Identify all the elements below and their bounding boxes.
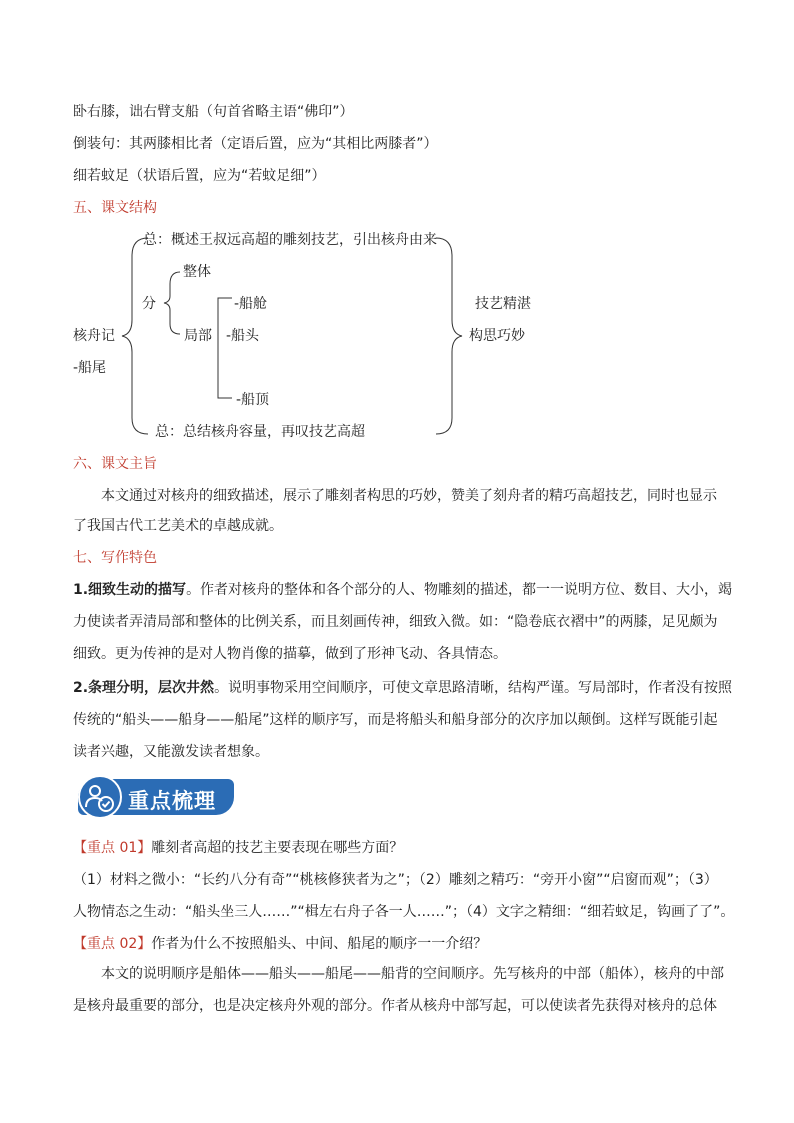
section-7-p2-line-2: 传统的“船头——船身——船尾”这样的顺序写，而是将船头和船身部分的次序加以颠倒。这样写既能引起 bbox=[73, 712, 718, 728]
structure-fen: 分 bbox=[142, 296, 156, 312]
key-1-tag: 【重点 01】 bbox=[73, 840, 152, 856]
key-2-heading bbox=[73, 934, 487, 954]
section-7-p1-text-1: 。作者对核舟的整体和各个部分的人、物雕刻的描述，都一一说明方位、数目、大小，竭 bbox=[186, 582, 733, 598]
key-1-heading bbox=[73, 838, 403, 858]
people-check-icon bbox=[78, 775, 122, 819]
structure-part-head: -船头 bbox=[226, 328, 260, 344]
section-7-p2-line-3: 读者兴趣，又能激发读者想象。 bbox=[73, 744, 269, 760]
key-2-line-2: 是核舟最重要的部分，也是决定核舟外观的部分。作者从核舟中部写起，可以使读者先获得对核舟的总体 bbox=[73, 998, 717, 1014]
structure-total-top: 总：概述王叔远高超的雕刻技艺，引出核舟由来 bbox=[143, 232, 437, 248]
key-2-line-1: 本文的说明顺序是船体——船头——船尾——船背的空间顺序。先写核舟的中部（船体），核舟的中部 bbox=[101, 966, 724, 982]
section-7-p1-heading: 1.细致生动的描写 bbox=[73, 582, 187, 598]
structure-summary-2: 构思巧妙 bbox=[469, 328, 525, 344]
key-2-question: 作者为什么不按照船头、中间、船尾的顺序一一介绍？ bbox=[151, 936, 488, 952]
key-1-question: 雕刻者高超的技艺主要表现在哪些方面？ bbox=[151, 840, 404, 856]
section-6-line-1: 本文通过对核舟的细致描述，展示了雕刻者构思的巧妙，赞美了刻舟者的精巧高超技艺，同时也显示 bbox=[101, 488, 717, 504]
section-7-p1-line-3: 细致。更为传神的是对人物肖像的描摹，做到了形神飞动、各具情态。 bbox=[73, 646, 507, 662]
key-2-tag: 【重点 02】 bbox=[73, 936, 152, 952]
structure-total-bottom: 总：总结核舟容量，再叹技艺高超 bbox=[155, 424, 365, 440]
section-7-p1-line-1 bbox=[73, 580, 732, 600]
section-6-title: 六、课文主旨 bbox=[73, 456, 157, 472]
structure-root-tail: -船尾 bbox=[73, 360, 107, 376]
structure-part-cabin: -船舱 bbox=[234, 296, 268, 312]
structure-part-top: -船顶 bbox=[236, 392, 270, 408]
structure-summary-1: 技艺精湛 bbox=[475, 296, 531, 312]
key-1-line-1: （1）材料之微小：“长约八分有奇”“桃核修狭者为之”；（2）雕刻之精巧：“旁开小窗”“启窗而观”；（3） bbox=[73, 872, 718, 888]
badge-label: 重点梳理 bbox=[128, 789, 216, 813]
section-7-p2-heading: 2.条理分明，层次井然 bbox=[73, 680, 215, 696]
section-7-p2-text-1: 。说明事物采用空间顺序，可使文章思路清晰，结构严谨。写局部时，作者没有按照 bbox=[214, 680, 733, 696]
key-1-line-2: 人物情态之生动：“船头坐三人……”“楫左右舟子各一人……”；（4）文字之精细：“细若蚊足，钩画了了”。 bbox=[73, 904, 735, 920]
structure-root: 核舟记 bbox=[73, 328, 115, 344]
grammar-line-2: 倒装句：其两膝相比者（定语后置，应为“其相比两膝者”） bbox=[73, 136, 438, 152]
key-points-badge bbox=[78, 775, 234, 819]
section-5-title: 五、课文结构 bbox=[73, 200, 157, 216]
structure-part-label: 局部 bbox=[184, 328, 212, 344]
grammar-line-3: 细若蚊足（状语后置，应为“若蚊足细”） bbox=[73, 168, 326, 184]
section-6-line-2: 了我国古代工艺美术的卓越成就。 bbox=[73, 518, 283, 534]
section-7-title: 七、写作特色 bbox=[73, 550, 157, 566]
section-7-p2-line-1 bbox=[73, 678, 732, 698]
section-7-p1-line-2: 力使读者弄清局部和整体的比例关系，而且刻画传神，细致入微。如：“隐卷底衣褶中”的两膝，足见颇为 bbox=[73, 614, 718, 630]
grammar-line-1: 卧右膝，诎右臂支船（句首省略主语“佛印”） bbox=[73, 104, 354, 120]
structure-whole: 整体 bbox=[183, 264, 211, 280]
